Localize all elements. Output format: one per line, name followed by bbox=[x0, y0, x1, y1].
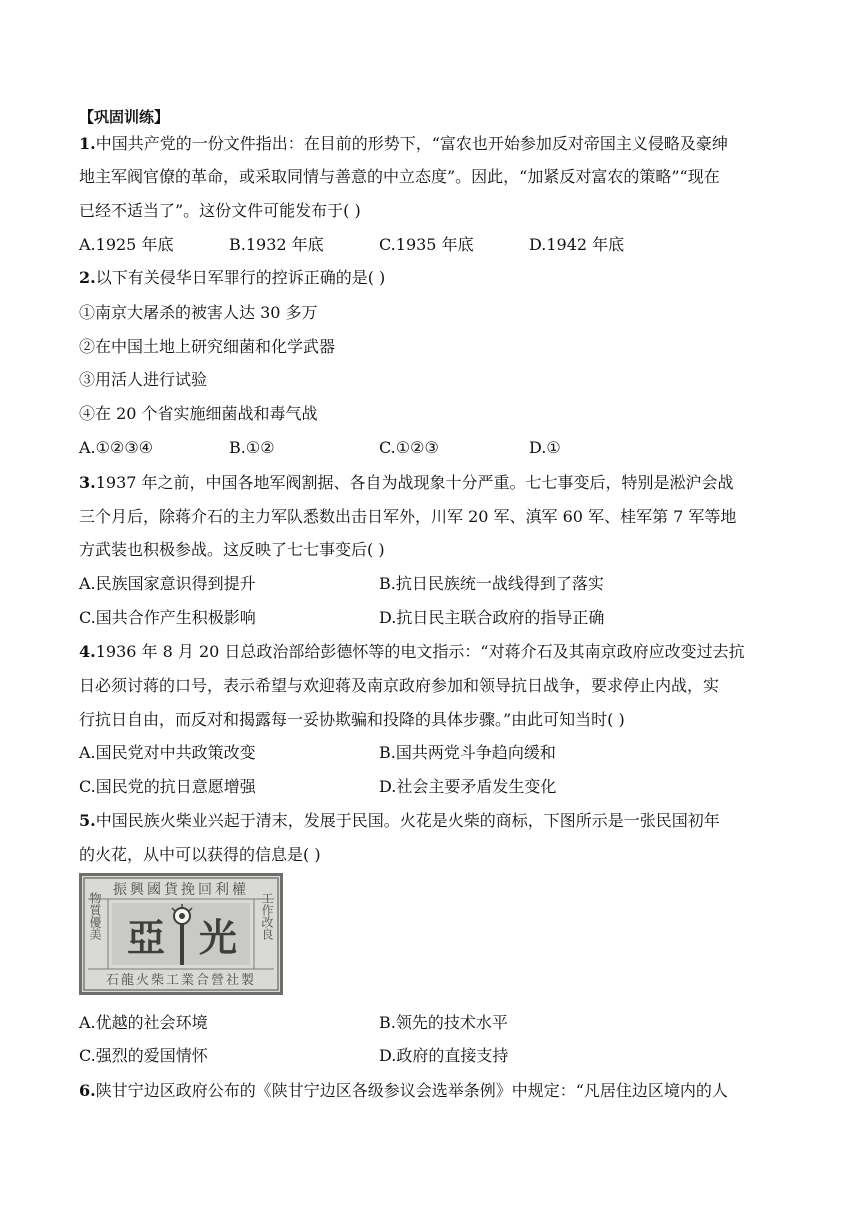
question-3-line-1: 3.1937 年之前，中国各地军阀割据、各自为战现象十分严重。七七事变后，特别是淞沪会战 bbox=[79, 473, 734, 492]
option-c[interactable]: C.强烈的爱国情怀 bbox=[79, 1046, 208, 1065]
option-c[interactable]: C.国共合作产生积极影响 bbox=[79, 608, 256, 627]
question-number: 2. bbox=[79, 268, 96, 287]
option-d[interactable]: D.1942 年底 bbox=[529, 235, 625, 254]
option-b[interactable]: B.抗日民族统一战线得到了落实 bbox=[379, 574, 604, 593]
question-5-line-2: 的火花，从中可以获得的信息是( ) bbox=[79, 845, 321, 864]
question-6-line-1: 6.陕甘宁边区政府公布的《陕甘宁边区各级参议会选举条例》中规定：“凡居住边区境内的人 bbox=[79, 1081, 728, 1100]
statement-1: ①南京大屠杀的被害人达 30 多万 bbox=[79, 303, 318, 322]
option-b[interactable]: B.国共两党斗争趋向缓和 bbox=[379, 743, 556, 762]
question-4-line-1: 4.1936 年 8 月 20 日总政治部给彭德怀等的电文指示：“对蒋介石及其南京政府应改变过去抗 bbox=[79, 642, 745, 661]
option-a[interactable]: A.国民党对中共政策改变 bbox=[79, 743, 256, 762]
question-number: 6. bbox=[79, 1081, 96, 1100]
option-c[interactable]: C.国民党的抗日意愿增强 bbox=[79, 777, 256, 796]
option-d[interactable]: D.政府的直接支持 bbox=[379, 1046, 509, 1065]
label-big-left: 亞 bbox=[126, 915, 166, 960]
option-a[interactable]: A.民族国家意识得到提升 bbox=[79, 574, 256, 593]
matchbox-label-image bbox=[79, 873, 283, 995]
option-b[interactable]: B.①② bbox=[229, 438, 275, 457]
label-bottom-text: 石龍火柴工業合營社製 bbox=[105, 973, 257, 988]
option-d[interactable]: D.抗日民主联合政府的指导正确 bbox=[379, 608, 605, 627]
option-c[interactable]: C.1935 年底 bbox=[379, 235, 474, 254]
matchbox-label-svg bbox=[82, 876, 280, 992]
question-number: 4. bbox=[79, 642, 96, 661]
question-4-line-2: 日必须讨蒋的口号，表示希望与欢迎蒋及南京政府参加和领导抗日战争，要求停止内战，实 bbox=[79, 676, 720, 695]
question-number: 1. bbox=[79, 134, 96, 153]
statement-3: ③用活人进行试验 bbox=[79, 370, 208, 389]
option-a[interactable]: A.优越的社会环境 bbox=[79, 1013, 208, 1032]
question-number: 5. bbox=[79, 811, 96, 830]
question-3-line-2: 三个月后，除蒋介石的主力军队悉数出击日军外，川军 20 军、滇军 60 军、桂军第 7 军等地 bbox=[79, 507, 737, 526]
option-a[interactable]: A.①②③④ bbox=[79, 438, 154, 457]
option-b[interactable]: B.1932 年底 bbox=[229, 235, 324, 254]
label-left-text: 物質優美 bbox=[88, 892, 102, 940]
question-4-line-3: 行抗日自由，而反对和揭露每一妥协欺骗和投降的具体步骤。”由此可知当时( ) bbox=[79, 710, 625, 729]
option-a[interactable]: A.1925 年底 bbox=[79, 235, 174, 254]
option-d[interactable]: D.社会主要矛盾发生变化 bbox=[379, 777, 557, 796]
question-1-line-3: 已经不适当了”。这份文件可能发布于( ) bbox=[79, 201, 361, 220]
statement-2: ②在中国土地上研究细菌和化学武器 bbox=[79, 337, 336, 356]
section-title: 【巩固训练】 bbox=[79, 108, 170, 126]
question-1-line-2: 地主军阀官僚的革命，或采取同情与善意的中立态度”。因此，“加紧反对富农的策略”“现在 bbox=[79, 167, 720, 186]
label-big-right: 光 bbox=[198, 915, 238, 960]
option-b[interactable]: B.领先的技术水平 bbox=[379, 1013, 508, 1032]
question-1-line-1: 1.中国共产党的一份文件指出：在目前的形势下，“富农也开始参加反对帝国主义侵略及豪绅 bbox=[79, 134, 728, 153]
option-c[interactable]: C.①②③ bbox=[379, 438, 439, 457]
question-3-line-3: 方武装也积极参战。这反映了七七事变后( ) bbox=[79, 540, 385, 559]
question-5-line-1: 5.中国民族火柴业兴起于清末，发展于民国。火花是火柴的商标，下图所示是一张民国初年 bbox=[79, 811, 720, 830]
question-number: 3. bbox=[79, 473, 96, 492]
label-top-text: 振興國貨挽回利權 bbox=[113, 882, 249, 898]
question-2-line-1: 2.以下有关侵华日军罪行的控诉正确的是( ) bbox=[79, 268, 386, 287]
option-d[interactable]: D.① bbox=[529, 438, 561, 457]
statement-4: ④在 20 个省实施细菌战和毒气战 bbox=[79, 404, 318, 423]
label-right-text: 工作改良 bbox=[260, 892, 274, 940]
